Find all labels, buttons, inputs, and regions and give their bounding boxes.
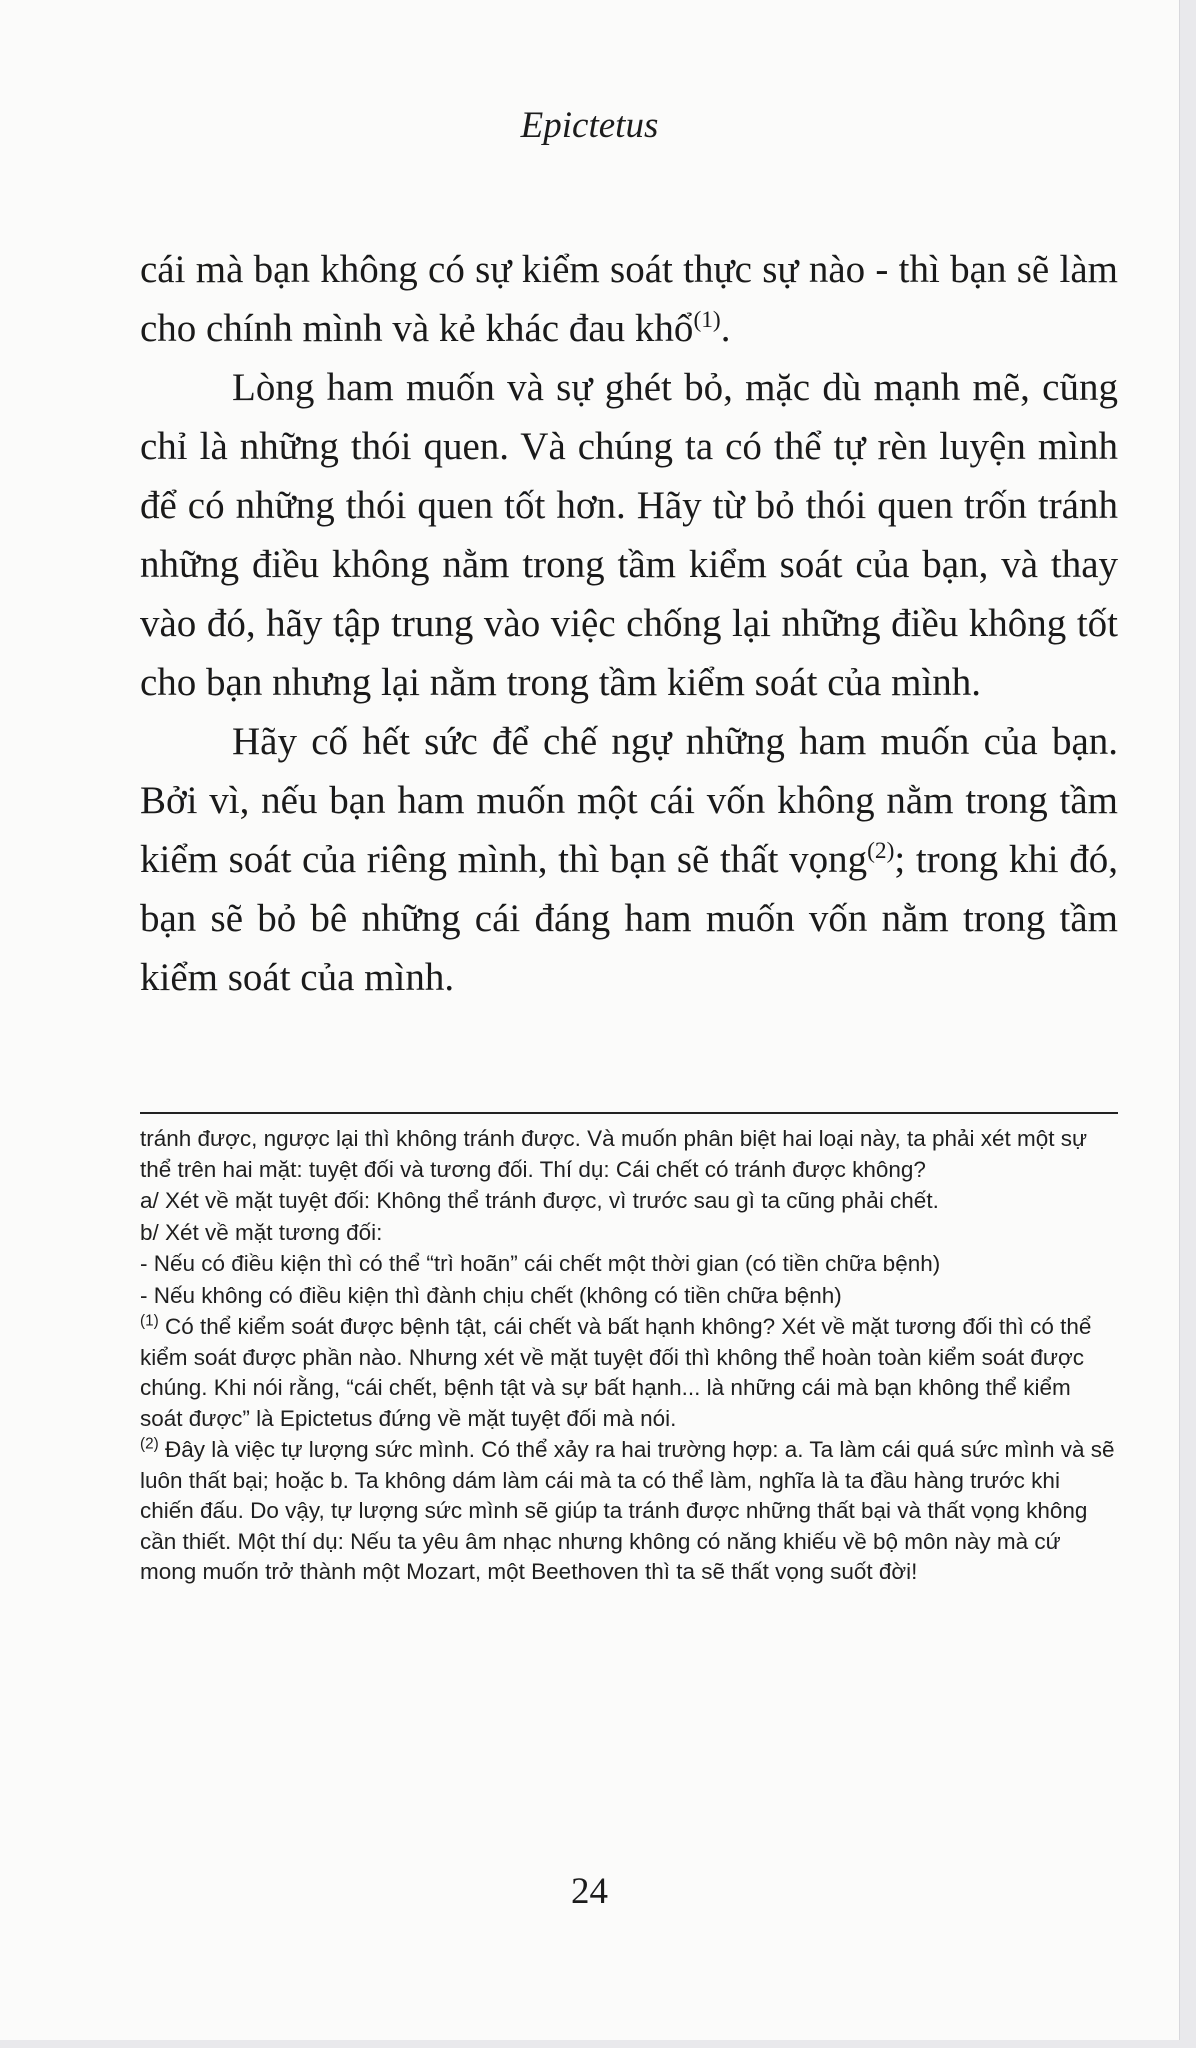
footnote-continuation: tránh được, ngược lại thì không tránh được. Và muốn phân biệt hai loại này, ta phải xét một sự thể trên hai mặt: tuyệt đối và tương đối. Thí dụ: Cái chết có tránh được không? bbox=[140, 1126, 1088, 1182]
footnote-1-text: Có thể kiểm soát được bệnh tật, cái chết và bất hạnh không? Xét về mặt tương đối thì có thể kiểm soát được phần nào. Nhưng xét về mặt tuyệt đối thì không thể hoàn toàn kiểm soát được chúng. Khi nói rằng, “cái chết, bệnh tật và sự bất hạnh... là những cái mà bạn không thể kiểm soát được” là Epictetus đứng về mặt tuyệt đối mà nói. bbox=[140, 1314, 1092, 1431]
paragraph-3-end: ; trong khi đó, bạn sẽ bỏ bê những cái đáng ham muốn vốn nằm trong tầm kiểm soát của mình. bbox=[140, 838, 1118, 999]
footnote-line-b2: - Nếu không có điều kiện thì đành chịu chết (không có tiền chữa bệnh) bbox=[140, 1282, 842, 1308]
footnote-2-marker: (2) bbox=[140, 1435, 159, 1453]
paragraph-1 bbox=[140, 240, 1118, 358]
footnote-2 bbox=[140, 1435, 1118, 1588]
footnote-ref-1: (1) bbox=[693, 307, 721, 333]
paragraph-3 bbox=[140, 712, 1118, 1007]
page-number: 24 bbox=[571, 1871, 608, 1912]
footnote-ref-2: (2) bbox=[867, 838, 895, 864]
footnotes bbox=[140, 1124, 1118, 1589]
paragraph-3-text: Hãy cố hết sức để chế ngự những ham muốn của bạn. Bởi vì, nếu bạn ham muốn một cái vốn không nằm trong tầm kiểm soát của riêng mình, thì bạn sẽ thất vọng bbox=[140, 720, 1118, 881]
footnote-1 bbox=[140, 1312, 1118, 1434]
footnote-line-b1: - Nếu có điều kiện thì có thể “trì hoãn” cái chết một thời gian (có tiền chữa bệnh) bbox=[140, 1251, 941, 1276]
footnote-divider bbox=[140, 1112, 1118, 1114]
running-header: Epictetus bbox=[520, 105, 659, 146]
footnote-line-b: b/ Xét về mặt tương đối: bbox=[140, 1219, 383, 1245]
footnote-2-text: Đây là việc tự lượng sức mình. Có thể xảy ra hai trường hợp: a. Ta làm cái quá sức mình và sẽ luôn thất bại; hoặc b. Ta không dám làm cái mà ta có thể làm, nghĩa là ta đầu hàng trước khi chiến đấu. Do vậy, tự lượng sức mình sẽ giúp ta tránh được những thất bại và thất vọng không cần thiết. Một thí dụ: Nếu ta yêu âm nhạc nhưng không có năng khiếu về bộ môn này mà cứ mong muốn trở thành một Mozart, một Beethoven thì ta sẽ thất vọng suốt đời! bbox=[140, 1437, 1115, 1584]
paragraph-1-end: . bbox=[720, 307, 731, 350]
footnote-1-marker: (1) bbox=[140, 1312, 159, 1330]
footnote-line-a: a/ Xét về mặt tuyệt đối: Không thể tránh được, vì trước sau gì ta cũng phải chết. bbox=[140, 1188, 939, 1213]
paragraph-2: Lòng ham muốn và sự ghét bỏ, mặc dù mạnh mẽ, cũng chỉ là những thói quen. Và chúng ta có thể tự rèn luyện mình để có những thói quen tốt hơn. Hãy từ bỏ thói quen trốn tránh những điều không nằm trong tầm kiểm soát của bạn, và thay vào đó, hãy tập trung vào việc chống lại những điều không tốt cho bạn nhưng lại nằm trong tầm kiểm soát của mình. bbox=[140, 366, 1118, 704]
main-text bbox=[140, 240, 1118, 1007]
paragraph-1-text: cái mà bạn không có sự kiểm soát thực sự nào - thì bạn sẽ làm cho chính mình và kẻ khác đau khổ bbox=[140, 248, 1118, 350]
